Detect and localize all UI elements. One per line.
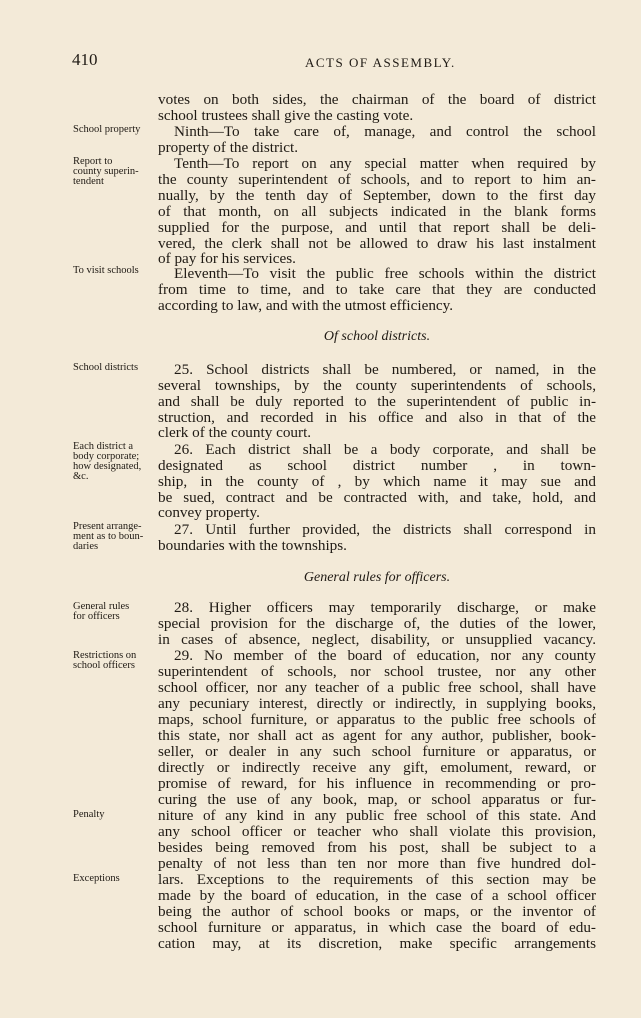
text-line: this state, nor shall act as agent for any author, publisher, book- — [158, 727, 596, 744]
margin-note: School property — [73, 124, 141, 135]
text-line: school officer, nor any teacher of a public free school, shall have — [158, 679, 596, 696]
text-line: penalty of not less than ten nor more than five hundred dol- — [158, 855, 596, 872]
text-line: any school officer or teacher who shall violate this provision, — [158, 823, 596, 840]
margin-note: Exceptions — [73, 873, 120, 884]
text-line: special provision for the discharge of, the duties of the lower, — [158, 615, 596, 632]
text-line: 26. Each district shall be a body corporate, and shall be — [174, 441, 596, 458]
text-line: Tenth—To report on any special matter when required by — [174, 155, 596, 172]
text-line: cation may, at its discretion, make specific arrangements — [158, 935, 596, 952]
text-line: made by the board of education, in the case of a school officer — [158, 887, 596, 904]
text-line: votes on both sides, the chairman of the board of district — [158, 91, 596, 108]
text-line: of that month, on all subjects indicated in the blank forms — [158, 203, 596, 220]
text-line: Eleventh—To visit the public free schools within the district — [174, 265, 596, 282]
margin-note: General rules — [73, 601, 130, 612]
margin-note: tendent — [73, 176, 104, 187]
text-line: school trustees shall give the casting vote. — [158, 107, 414, 124]
margin-note: daries — [73, 541, 99, 552]
margin-note: School districts — [73, 362, 139, 373]
text-line: 25. School districts shall be numbered, or named, in the — [174, 361, 596, 378]
text-line: struction, and recorded in his office and also in that of the — [158, 409, 596, 426]
section-heading: General rules for officers. — [303, 570, 451, 585]
margin-note: Penalty — [73, 809, 105, 820]
text-line: boundaries with the townships. — [158, 537, 347, 554]
section-heading: Of school districts. — [323, 329, 431, 344]
margin-note: body corporate; — [73, 451, 140, 462]
text-line: from time to time, and to take care that they are conducted — [158, 281, 596, 298]
text-line: and shall be duly reported to the superintendent of public in- — [158, 393, 596, 410]
running-head: ACTS OF ASSEMBLY. — [305, 55, 456, 70]
text-line: 29. No member of the board of education, nor any county — [174, 647, 596, 664]
text-line: of pay for his services. — [158, 250, 296, 267]
text-line: ship, in the county of , by which name it may sue and — [158, 473, 596, 490]
text-line: maps, school furniture, or apparatus to the public free schools of — [158, 711, 596, 728]
text-line: seller, or dealer in any such school furniture or apparatus, or — [158, 743, 596, 760]
text-line: supplied for the purpose, and until that report shall be deli- — [158, 219, 596, 236]
text-line: lars. Exceptions to the requirements of this section may be — [158, 871, 596, 888]
text-line: in cases of absence, neglect, disability, or unsupplied vacancy. — [158, 631, 596, 648]
text-line: being the author of school books or maps, or the inventor of — [158, 903, 596, 920]
text-line: Ninth—To take care of, manage, and control the school — [174, 123, 596, 140]
text-line: superintendent of schools, nor school trustee, nor any other — [158, 663, 596, 680]
text-line: property of the district. — [158, 139, 299, 156]
margin-note: county superin- — [73, 166, 139, 177]
text-line: any pecuniary interest, directly or indirectly, in supplying books, — [158, 695, 596, 712]
text-line: 28. Higher officers may temporarily discharge, or make — [174, 599, 596, 616]
text-line: besides being removed from his post, shall be subject to a — [158, 839, 596, 856]
text-line: niture of any kind in any public free school of this state. And — [158, 807, 596, 824]
text-line: the county superintendent of schools, and to report to him an- — [158, 171, 596, 188]
margin-note: To visit schools — [73, 265, 139, 276]
text-line: promise of reward, for his influence in recommending or pro- — [158, 775, 596, 792]
text-line: convey property. — [158, 504, 260, 521]
text-line: be sued, contract and be contracted with, and take, hold, and — [158, 489, 596, 506]
margin-note: &c. — [73, 471, 89, 482]
text-line: curing the use of any book, map, or school apparatus or fur- — [158, 791, 596, 808]
text-line: 27. Until further provided, the districts shall correspond in — [174, 521, 596, 538]
page-number: 410 — [72, 50, 98, 69]
margin-note: Each district a — [73, 441, 134, 452]
text-line: school furniture or apparatus, in which case the board of edu- — [158, 919, 596, 936]
margin-note: Report to — [73, 156, 113, 167]
margin-note: school officers — [73, 660, 135, 671]
text-line: several townships, by the county superintendents of schools, — [158, 377, 596, 394]
margin-note: Present arrange- — [73, 521, 142, 532]
text-line: clerk of the county court. — [158, 424, 312, 441]
text-line: designated as school district number , in town- — [158, 457, 596, 474]
text-line: nually, by the tenth day of September, down to the first day — [158, 187, 596, 204]
margin-note: ment as to boun- — [73, 531, 144, 542]
text-line: vered, the clerk shall not be allowed to draw his last instalment — [158, 235, 596, 252]
margin-note: for officers — [73, 611, 120, 622]
text-line: directly or indirectly receive any gift, emolument, reward, or — [158, 759, 596, 776]
text-line: according to law, and with the utmost efficiency. — [158, 297, 454, 314]
margin-note: Restrictions on — [73, 650, 137, 661]
margin-note: how designated, — [73, 461, 142, 472]
